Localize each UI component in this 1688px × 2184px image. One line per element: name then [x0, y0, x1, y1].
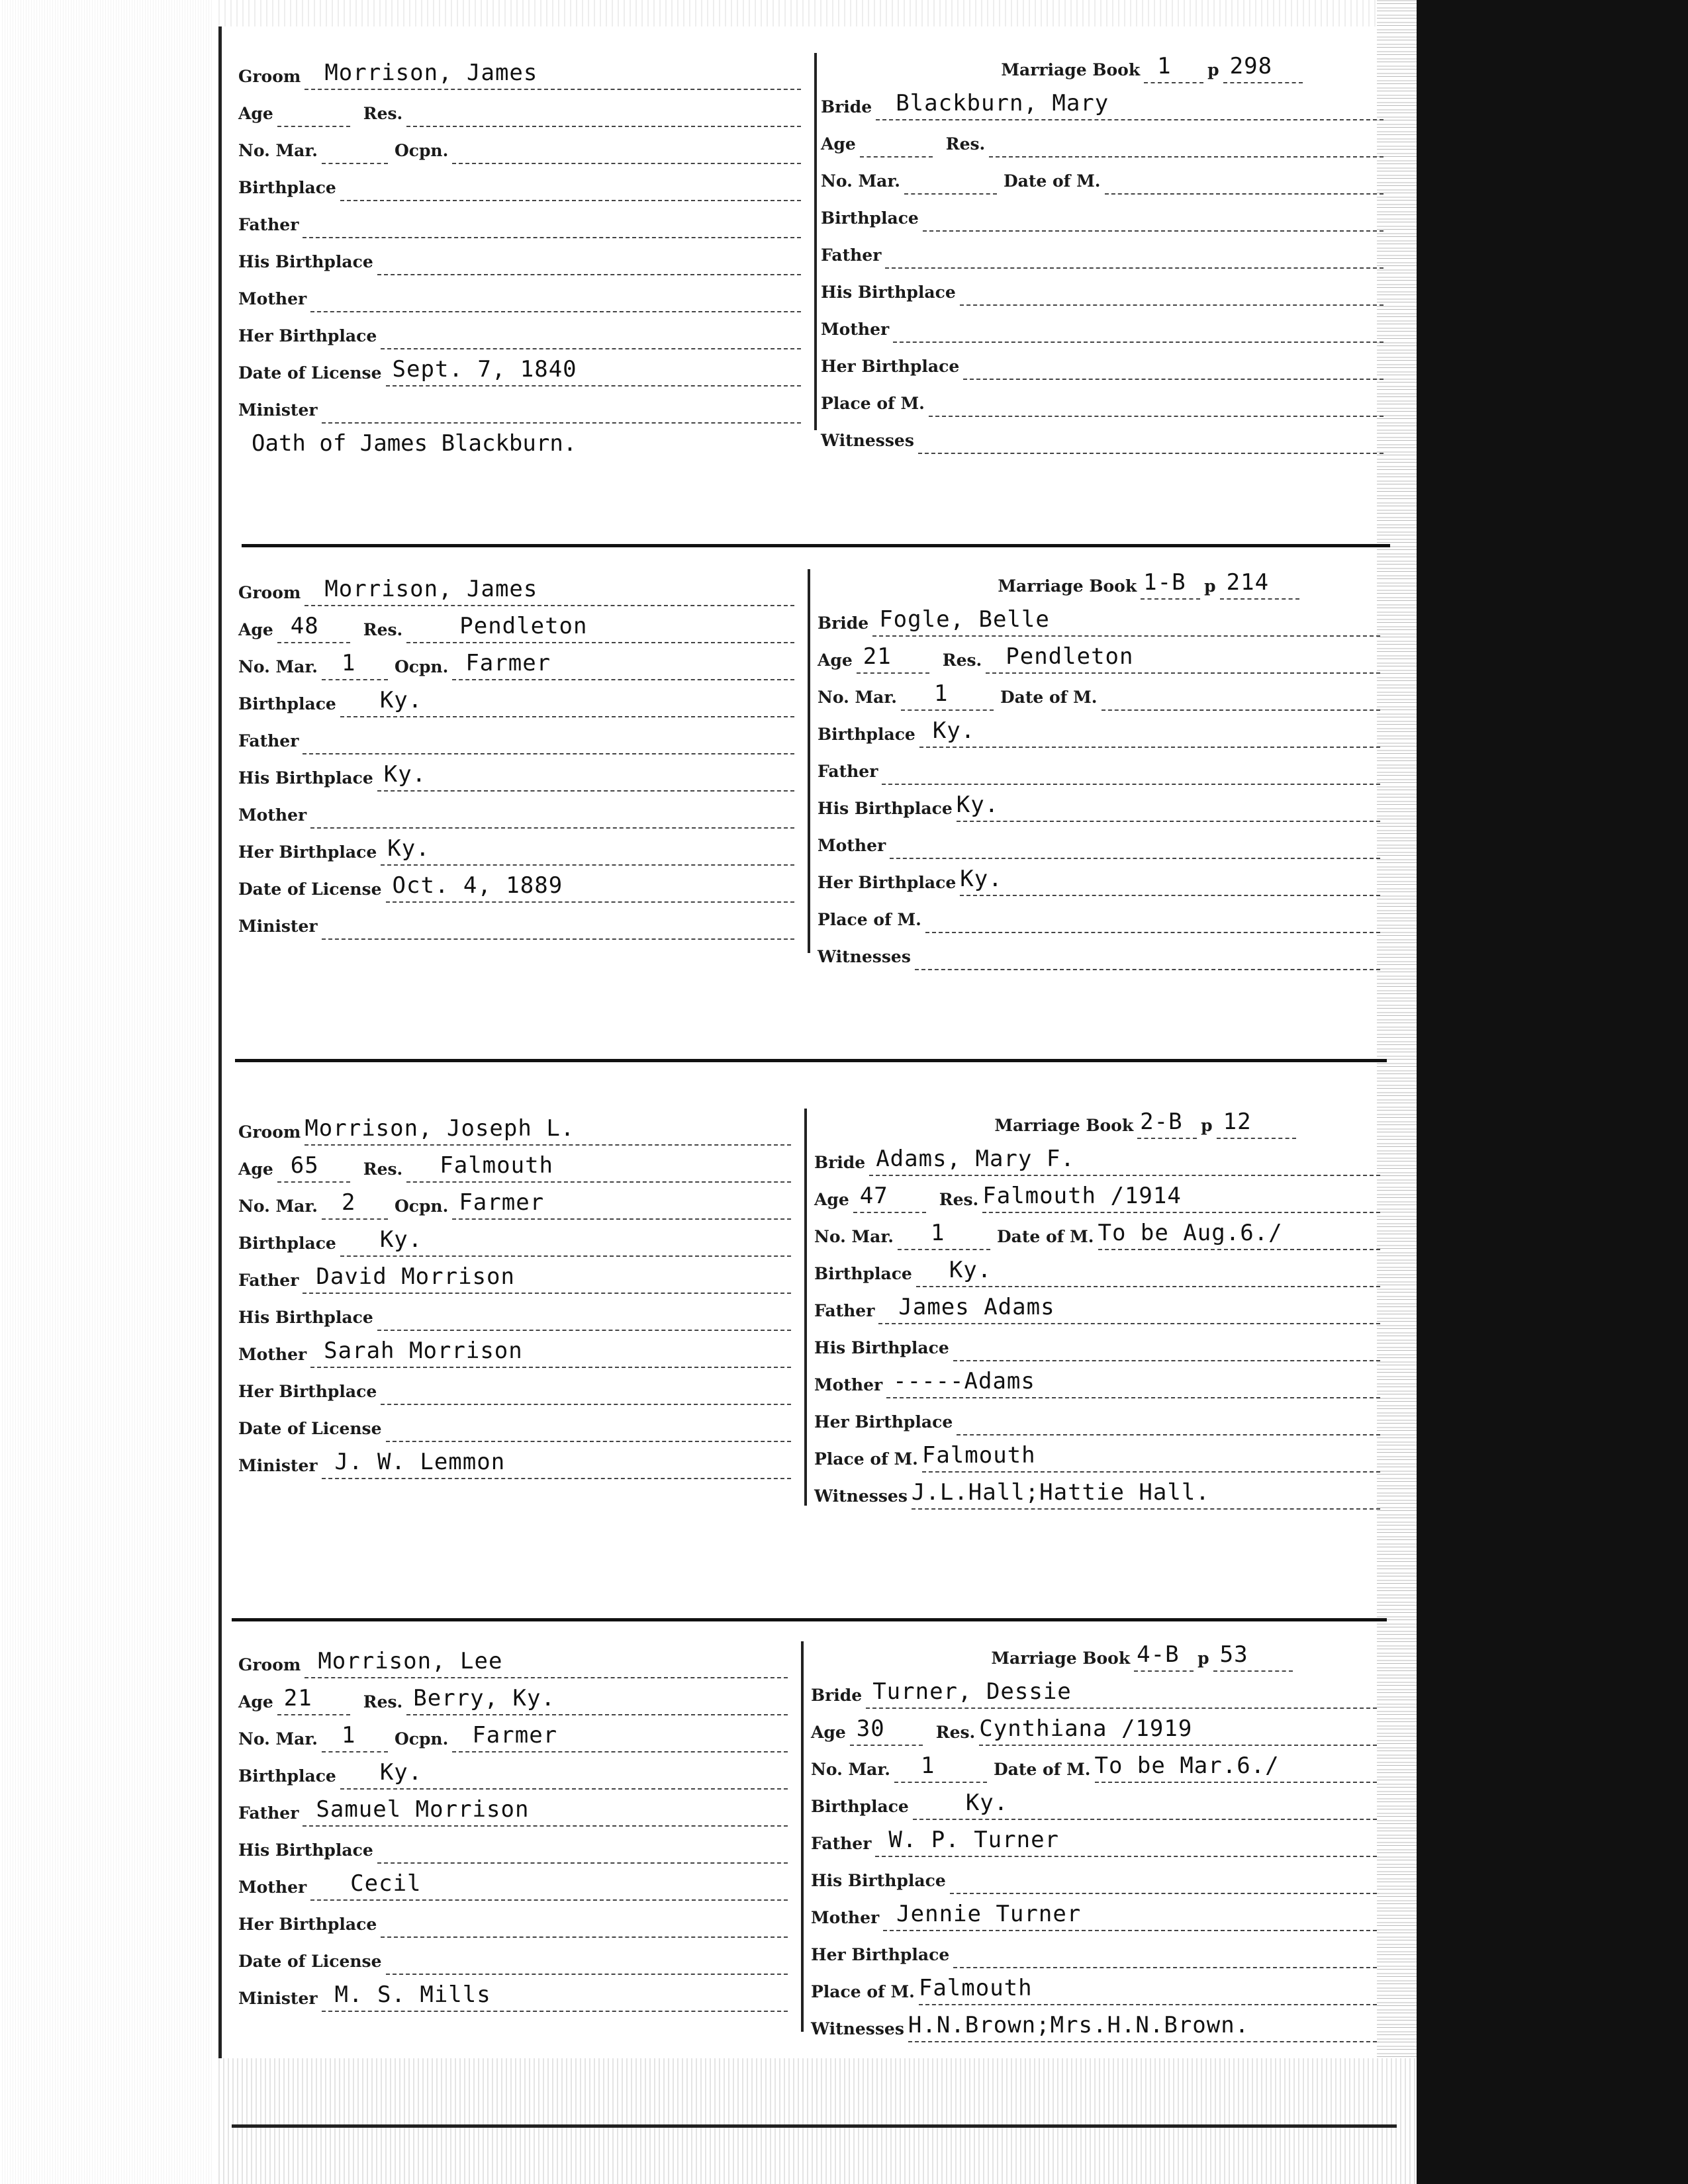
date-of-license-row [238, 866, 794, 903]
bride-row [821, 83, 1383, 120]
no-mar-label: No. Mar. [238, 657, 318, 676]
groom-ocpn: Farmer [465, 650, 551, 676]
no-mar-label: No. Mar. [238, 141, 318, 160]
marriage-book-page: 12 [1223, 1109, 1252, 1135]
her-birthplace-label: Her Birthplace [238, 1915, 377, 1934]
his-birthplace-label: His Birthplace [811, 1871, 946, 1890]
bride-label: Bride [811, 1686, 863, 1705]
record-note: Oath of James Blackburn. [252, 430, 577, 457]
date-of-license-label: Date of License [238, 1419, 382, 1438]
left-margin-scan-noise [0, 0, 212, 2184]
date-of-license-row [238, 1938, 788, 1975]
father-label: Father [818, 762, 878, 781]
his-birthplace-label: His Birthplace [238, 1841, 373, 1860]
birthplace-row [811, 1783, 1377, 1820]
groom-minister: M. S. Mills [334, 1981, 491, 2008]
groom-age: 48 [290, 613, 319, 639]
age-res-row [814, 1176, 1380, 1213]
bride-no-mar: 1 [933, 680, 949, 707]
mother-label: Mother [238, 805, 307, 825]
mother-row [811, 1894, 1377, 1931]
bride-mother: -----Adams [893, 1368, 1035, 1394]
groom-res: Pendleton [459, 613, 588, 639]
nomar-ocpn-row [238, 127, 801, 164]
birthplace-row [238, 1220, 791, 1257]
nomar-datem-row [811, 1746, 1377, 1783]
birthplace-label: Birthplace [238, 1766, 336, 1786]
groom-row [238, 53, 801, 90]
bride-birthplace: Ky. [949, 1257, 992, 1283]
his-birthplace-row [238, 1827, 788, 1864]
bride-age: 21 [863, 643, 892, 670]
record-separator [232, 1618, 1387, 1621]
groom-name: Morrison, James [324, 60, 538, 86]
age-res-row [821, 120, 1383, 158]
his-birthplace-row [811, 1857, 1377, 1894]
top-scan-noise [218, 0, 1417, 26]
her-birthplace-row [818, 859, 1380, 896]
his-birthplace-row [238, 238, 801, 275]
column-divider [804, 1109, 807, 1506]
her-birthplace-label: Her Birthplace [814, 1412, 953, 1432]
bride-date-of-m: To be Aug.6./ [1098, 1220, 1283, 1246]
minister-label: Minister [238, 400, 318, 420]
his-birthplace-row [818, 785, 1380, 822]
res-label: Res. [939, 1190, 979, 1209]
res-label: Res. [945, 134, 986, 154]
age-label: Age [818, 651, 853, 670]
bride-name: Turner, Dessie [872, 1678, 1072, 1705]
bride-place-of-m: Falmouth [918, 1975, 1033, 2001]
marriage-record-card [232, 1641, 1397, 2038]
place-of-m-row [821, 380, 1383, 417]
groom-label: Groom [238, 67, 301, 86]
groom-mother: Sarah Morrison [324, 1338, 523, 1364]
his-birthplace-row [238, 1294, 791, 1331]
father-label: Father [238, 731, 299, 751]
res-label: Res. [363, 620, 403, 639]
mother-label: Mother [238, 1878, 307, 1897]
age-res-row [238, 1146, 791, 1183]
groom-ocpn: Farmer [472, 1722, 558, 1749]
her-birthplace-row [238, 1901, 788, 1938]
witnesses-label: Witnesses [811, 2019, 904, 2038]
bride-res: Cynthiana /1919 [979, 1715, 1193, 1742]
groom-age: 21 [283, 1685, 312, 1711]
date-of-license-row [238, 349, 801, 387]
date-of-license-label: Date of License [238, 363, 382, 383]
witnesses-row [818, 933, 1380, 970]
father-label: Father [238, 1271, 299, 1290]
father-row [814, 1287, 1380, 1324]
res-label: Res. [935, 1723, 976, 1742]
marriage-book-row [804, 1635, 1387, 1672]
nomar-datem-row [821, 158, 1383, 195]
marriage-book-row [811, 563, 1393, 600]
res-label: Res. [363, 1692, 403, 1711]
ocpn-label: Ocpn. [394, 657, 449, 676]
place-of-m-label: Place of M. [821, 394, 925, 413]
column-divider [814, 53, 817, 430]
place-of-m-label: Place of M. [811, 1982, 915, 2001]
place-of-m-label: Place of M. [814, 1449, 918, 1469]
groom-birthplace: Ky. [379, 1226, 423, 1253]
minister-row [238, 903, 794, 940]
marriage-record-card [232, 569, 1397, 966]
mother-label: Mother [814, 1375, 883, 1394]
his-birthplace-label: His Birthplace [814, 1338, 949, 1357]
birthplace-label: Birthplace [818, 725, 915, 744]
marriage-book-number: 1-B [1143, 569, 1186, 596]
date-of-license-label: Date of License [238, 880, 382, 899]
groom-label: Groom [238, 583, 301, 602]
bride-age: 30 [856, 1715, 885, 1742]
father-label: Father [238, 1803, 299, 1823]
age-label: Age [821, 134, 856, 154]
marriage-book-page: 298 [1229, 53, 1273, 79]
groom-date-of-license: Sept. 7, 1840 [392, 356, 577, 383]
father-row [238, 201, 801, 238]
mother-row [238, 1864, 788, 1901]
his-birthplace-label: His Birthplace [818, 799, 953, 818]
father-label: Father [811, 1834, 872, 1853]
age-res-row [238, 90, 801, 127]
marriage-book-page: 214 [1226, 569, 1270, 596]
mother-row [238, 792, 794, 829]
no-mar-label: No. Mar. [238, 1729, 318, 1749]
marriage-book-number: 1 [1157, 53, 1172, 79]
right-scan-edge [1417, 0, 1688, 2184]
her-birthplace-row [821, 343, 1383, 380]
marriage-book-label: Marriage Book [994, 1116, 1134, 1135]
groom-name: Morrison, James [324, 576, 538, 602]
her-birthplace-label: Her Birthplace [811, 1945, 950, 1964]
birthplace-row [238, 164, 801, 201]
witnesses-row [811, 2005, 1377, 2042]
groom-name: Morrison, Joseph L. [305, 1115, 575, 1142]
nomar-datem-row [818, 674, 1380, 711]
bride-age: 47 [859, 1183, 888, 1209]
no-mar-label: No. Mar. [814, 1227, 894, 1246]
bottom-scan-noise [218, 2058, 1417, 2184]
marriage-book-row [814, 46, 1397, 83]
her-birthplace-row [811, 1931, 1377, 1968]
age-label: Age [814, 1190, 849, 1209]
groom-label: Groom [238, 1655, 301, 1674]
groom-label: Groom [238, 1122, 301, 1142]
no-mar-label: No. Mar. [821, 171, 900, 191]
birthplace-row [821, 195, 1383, 232]
date-of-m-label: Date of M. [996, 1227, 1094, 1246]
res-label: Res. [363, 104, 403, 123]
page-label: p [1201, 1116, 1213, 1135]
age-res-row [238, 1678, 788, 1715]
age-label: Age [811, 1723, 846, 1742]
bride-name: Adams, Mary F. [876, 1146, 1075, 1172]
minister-label: Minister [238, 917, 318, 936]
birthplace-label: Birthplace [238, 178, 336, 197]
her-birthplace-row [238, 312, 801, 349]
bride-label: Bride [821, 97, 872, 116]
father-label: Father [238, 215, 299, 234]
her-birthplace-label: Her Birthplace [821, 357, 960, 376]
bride-his-birthplace: Ky. [956, 792, 1000, 818]
record-separator [235, 1059, 1387, 1062]
date-of-license-row [238, 1405, 791, 1442]
bride-label: Bride [818, 614, 869, 633]
bride-witnesses: J.L.Hall;Hattie Hall. [911, 1479, 1210, 1506]
mother-label: Mother [821, 320, 890, 339]
ocpn-label: Ocpn. [394, 1197, 449, 1216]
date-of-m-label: Date of M. [1003, 171, 1101, 191]
ocpn-label: Ocpn. [394, 141, 449, 160]
groom-res: Berry, Ky. [413, 1685, 555, 1711]
mother-label: Mother [238, 1345, 307, 1364]
witnesses-label: Witnesses [821, 431, 914, 450]
her-birthplace-row [238, 829, 794, 866]
bride-father: James Adams [898, 1294, 1055, 1320]
bride-no-mar: 1 [920, 1752, 935, 1779]
left-border-rule [218, 0, 222, 2184]
marriage-book-label: Marriage Book [998, 576, 1137, 596]
no-mar-label: No. Mar. [238, 1197, 318, 1216]
witnesses-row [814, 1473, 1380, 1510]
groom-minister: J. W. Lemmon [334, 1449, 506, 1475]
marriage-book-number: 2-B [1140, 1109, 1183, 1135]
mother-label: Mother [818, 836, 886, 855]
bride-date-of-m: To be Mar.6./ [1094, 1752, 1280, 1779]
groom-his-birthplace: Ky. [383, 761, 427, 788]
minister-label: Minister [238, 1456, 318, 1475]
groom-mother: Cecil [350, 1870, 422, 1897]
birthplace-row [238, 1752, 788, 1790]
her-birthplace-label: Her Birthplace [238, 842, 377, 862]
age-res-row [811, 1709, 1377, 1746]
minister-label: Minister [238, 1989, 318, 2008]
mother-row [821, 306, 1383, 343]
marriage-book-page: 53 [1219, 1641, 1248, 1668]
column-divider [808, 569, 810, 953]
marriage-book-row [808, 1102, 1390, 1139]
nomar-datem-row [814, 1213, 1380, 1250]
place-of-m-row [814, 1435, 1380, 1473]
groom-row [238, 1109, 791, 1146]
his-birthplace-label: His Birthplace [821, 283, 956, 302]
bride-row [811, 1672, 1377, 1709]
age-res-row [818, 637, 1380, 674]
bride-label: Bride [814, 1153, 866, 1172]
marriage-book-label: Marriage Book [991, 1649, 1131, 1668]
minister-row [238, 1442, 791, 1479]
bride-res: Pendleton [1006, 643, 1134, 670]
bride-mother: Jennie Turner [896, 1901, 1082, 1927]
her-birthplace-label: Her Birthplace [238, 326, 377, 345]
mother-label: Mother [238, 289, 307, 308]
birthplace-row [814, 1250, 1380, 1287]
birthplace-label: Birthplace [811, 1797, 909, 1816]
date-of-m-label: Date of M. [993, 1760, 1091, 1779]
res-label: Res. [942, 651, 982, 670]
birthplace-label: Birthplace [821, 208, 919, 228]
birthplace-label: Birthplace [814, 1264, 912, 1283]
no-mar-label: No. Mar. [818, 688, 897, 707]
mother-row [238, 275, 801, 312]
column-divider [801, 1641, 804, 2032]
father-row [238, 717, 794, 754]
date-of-license-label: Date of License [238, 1952, 382, 1971]
age-label: Age [238, 1692, 273, 1711]
witnesses-row [821, 417, 1383, 454]
father-row [238, 1257, 791, 1294]
groom-no-mar: 2 [341, 1189, 356, 1216]
age-label: Age [238, 1160, 273, 1179]
bride-no-mar: 1 [930, 1220, 945, 1246]
groom-no-mar: 1 [341, 650, 356, 676]
minister-row [238, 387, 801, 424]
her-birthplace-label: Her Birthplace [818, 873, 957, 892]
mother-row [238, 1331, 791, 1368]
age-label: Age [238, 104, 273, 123]
father-label: Father [821, 246, 882, 265]
groom-her-birthplace: Ky. [387, 835, 430, 862]
his-birthplace-row [238, 754, 794, 792]
groom-birthplace: Ky. [379, 687, 423, 713]
marriage-book-number: 4-B [1137, 1641, 1180, 1668]
bride-name: Fogle, Belle [879, 606, 1050, 633]
birthplace-label: Birthplace [238, 694, 336, 713]
marriage-book-label: Marriage Book [1001, 60, 1141, 79]
his-birthplace-row [821, 269, 1383, 306]
groom-ocpn: Farmer [459, 1189, 545, 1216]
his-birthplace-row [814, 1324, 1380, 1361]
place-of-m-label: Place of M. [818, 910, 921, 929]
birthplace-row [238, 680, 794, 717]
birthplace-row [818, 711, 1380, 748]
her-birthplace-row [814, 1398, 1380, 1435]
witnesses-label: Witnesses [818, 947, 911, 966]
marriage-record-card [232, 53, 1397, 477]
his-birthplace-label: His Birthplace [238, 252, 373, 271]
witnesses-label: Witnesses [814, 1486, 908, 1506]
page-label: p [1197, 1649, 1209, 1668]
mother-label: Mother [811, 1908, 880, 1927]
date-of-m-label: Date of M. [1000, 688, 1098, 707]
groom-birthplace: Ky. [379, 1759, 423, 1786]
groom-row [238, 569, 794, 606]
groom-row [238, 1641, 788, 1678]
minister-row [238, 1975, 788, 2012]
record-separator [242, 544, 1390, 547]
bride-father: W. P. Turner [888, 1827, 1060, 1853]
groom-father: Samuel Morrison [316, 1796, 530, 1823]
his-birthplace-label: His Birthplace [238, 1308, 373, 1327]
father-row [818, 748, 1380, 785]
ocpn-label: Ocpn. [394, 1729, 449, 1749]
mother-row [814, 1361, 1380, 1398]
groom-father: David Morrison [316, 1263, 515, 1290]
groom-name: Morrison, Lee [318, 1648, 503, 1674]
nomar-ocpn-row [238, 643, 794, 680]
bride-row [814, 1139, 1380, 1176]
groom-age: 65 [290, 1152, 319, 1179]
marriage-record-card [232, 1109, 1397, 1506]
page-label: p [1204, 576, 1216, 596]
bride-her-birthplace: Ky. [960, 866, 1003, 892]
place-of-m-row [818, 896, 1380, 933]
age-res-row [238, 606, 794, 643]
nomar-ocpn-row [238, 1183, 791, 1220]
groom-date-of-license: Oct. 4, 1889 [392, 872, 563, 899]
his-birthplace-label: His Birthplace [238, 768, 373, 788]
bride-place-of-m: Falmouth [921, 1442, 1036, 1469]
bride-witnesses: H.N.Brown;Mrs.H.N.Brown. [908, 2012, 1250, 2038]
res-label: Res. [363, 1160, 403, 1179]
father-row [821, 232, 1383, 269]
father-row [238, 1790, 788, 1827]
father-row [811, 1820, 1377, 1857]
age-label: Age [238, 620, 273, 639]
bottom-border-rule [232, 2124, 1397, 2128]
place-of-m-row [811, 1968, 1377, 2005]
her-birthplace-row [238, 1368, 791, 1405]
bride-name: Blackburn, Mary [896, 90, 1109, 116]
groom-no-mar: 1 [341, 1722, 356, 1749]
groom-res: Falmouth [440, 1152, 554, 1179]
no-mar-label: No. Mar. [811, 1760, 890, 1779]
her-birthplace-label: Her Birthplace [238, 1382, 377, 1401]
mother-row [818, 822, 1380, 859]
bride-birthplace: Ky. [932, 717, 976, 744]
page-label: p [1207, 60, 1219, 79]
bride-birthplace: Ky. [965, 1790, 1009, 1816]
father-label: Father [814, 1301, 875, 1320]
nomar-ocpn-row [238, 1715, 788, 1752]
bride-row [818, 600, 1380, 637]
birthplace-label: Birthplace [238, 1234, 336, 1253]
bride-res: Falmouth /1914 [982, 1183, 1182, 1209]
